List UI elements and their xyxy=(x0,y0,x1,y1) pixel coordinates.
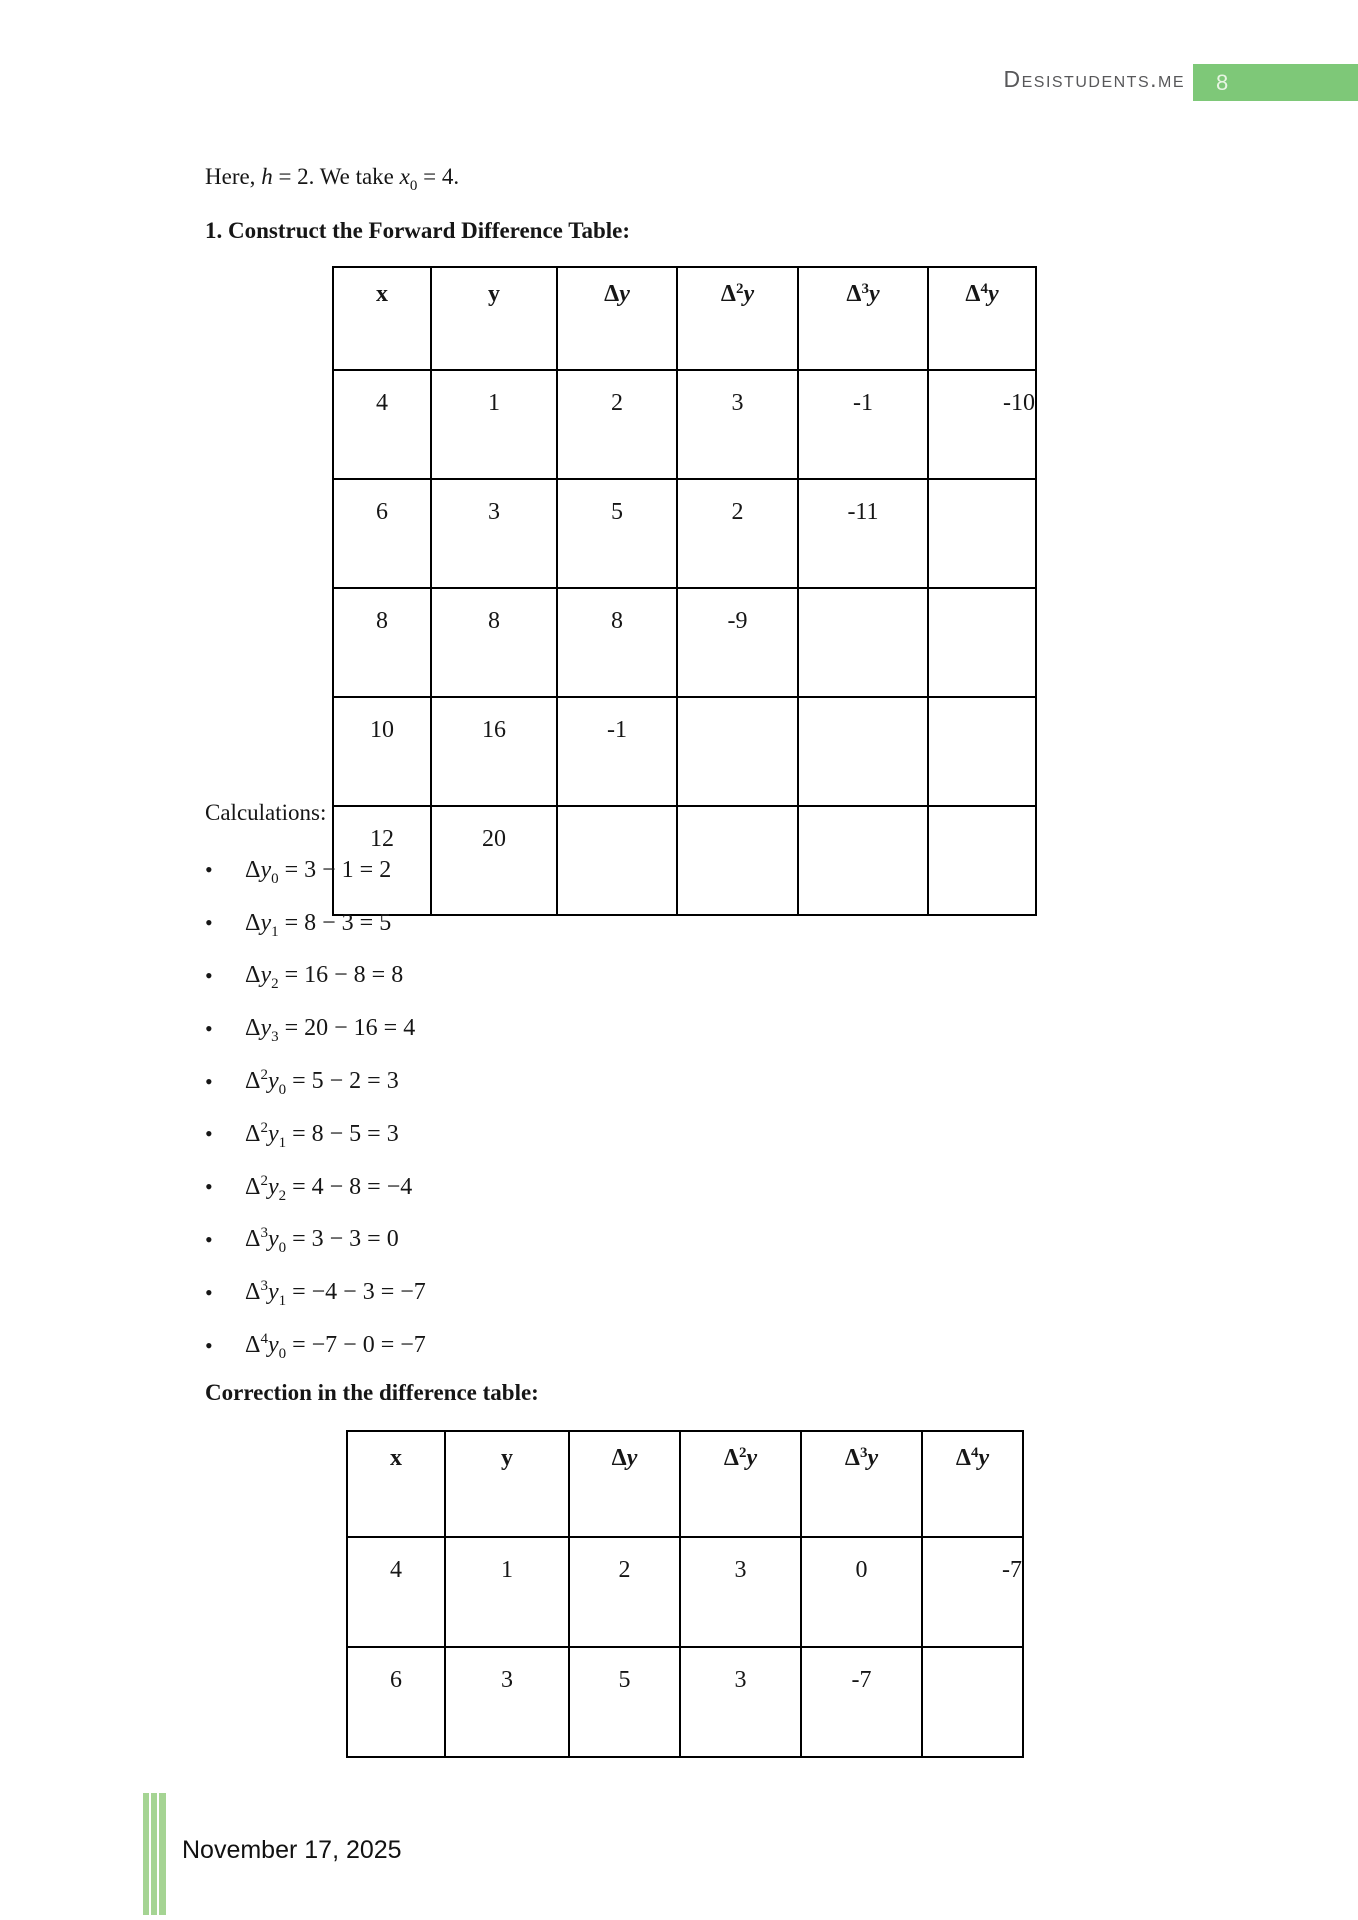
calculation-item xyxy=(205,844,825,897)
bullet-glyph: • xyxy=(205,1068,213,1094)
table-cell: 3 xyxy=(680,1647,801,1757)
table-cell: -7 xyxy=(801,1647,922,1757)
calculation-item xyxy=(205,1055,825,1108)
column-header: $\Delta^3y$ xyxy=(801,1431,922,1537)
page-number-badge xyxy=(1193,64,1358,101)
calculation-item xyxy=(205,1161,825,1214)
table-cell: 12 xyxy=(333,806,431,915)
bullet-glyph: • xyxy=(205,857,213,883)
table-header-row xyxy=(347,1431,1023,1537)
table-cell: -7 xyxy=(922,1537,1023,1647)
table-cell: 6 xyxy=(333,479,431,588)
column-header: $\Delta^4y$ xyxy=(922,1431,1023,1537)
table-cell xyxy=(798,697,928,806)
calculation-item xyxy=(205,950,825,1003)
accent-line xyxy=(159,1793,166,1915)
table-cell xyxy=(798,588,928,697)
accent-line xyxy=(143,1793,149,1915)
section1-title: 1. Construct the Forward Difference Table: xyxy=(205,218,631,243)
column-header: x xyxy=(333,267,431,370)
table-cell xyxy=(928,697,1036,806)
calculation-item xyxy=(205,897,825,950)
intro-text: = 4. xyxy=(417,164,460,189)
calculation-formula: $\Delta^2y_0 = 5 - 2 = 3$ xyxy=(245,1067,399,1099)
column-header: y xyxy=(445,1431,569,1537)
table-body xyxy=(347,1537,1023,1757)
table-cell: -1 xyxy=(798,370,928,479)
table-cell: 3 xyxy=(680,1537,801,1647)
calculation-item xyxy=(205,1266,825,1319)
calculation-item xyxy=(205,1002,825,1055)
table-cell: 10 xyxy=(333,697,431,806)
table-cell xyxy=(928,806,1036,915)
intro-text: Here, xyxy=(205,164,262,189)
footer-accent-lines xyxy=(143,1793,168,1915)
table-cell: 1 xyxy=(445,1537,569,1647)
table-cell: 16 xyxy=(431,697,557,806)
bullet-glyph: • xyxy=(205,1121,213,1147)
math-subscript: 0 xyxy=(409,178,418,194)
table-cell: 6 xyxy=(347,1647,445,1757)
calculation-formula: $\Delta y_3 = 20 - 16 = 4$ xyxy=(245,1015,416,1046)
table-cell xyxy=(922,1647,1023,1757)
bullet-glyph: • xyxy=(205,1174,213,1200)
column-header: $\Delta^2y$ xyxy=(677,267,798,370)
bullet-glyph: • xyxy=(205,1015,213,1041)
column-header: x xyxy=(347,1431,445,1537)
calculation-item xyxy=(205,1319,825,1372)
column-header: Δy xyxy=(569,1431,680,1537)
table-cell: 2 xyxy=(557,370,677,479)
calculation-formula: $\Delta^2y_1 = 8 - 5 = 3$ xyxy=(245,1119,399,1151)
table-row xyxy=(347,1537,1023,1647)
table-cell: 5 xyxy=(557,479,677,588)
intro-text: = 2. We take xyxy=(272,164,400,189)
page-number: 8 xyxy=(1216,70,1229,95)
site-name: Desistudents.me xyxy=(1003,66,1185,92)
column-header: $\Delta^2y$ xyxy=(680,1431,801,1537)
footer-date: November 17, 2025 xyxy=(182,1836,402,1864)
table-row xyxy=(347,1647,1023,1757)
calculation-formula: $\Delta^4y_0 = -7 - 0 = -7$ xyxy=(245,1331,426,1363)
calculation-formula: $\Delta y_1 = 8 - 3 = 5$ xyxy=(245,909,392,940)
table-cell xyxy=(677,697,798,806)
table-cell: 3 xyxy=(431,479,557,588)
table-cell: 4 xyxy=(347,1537,445,1647)
column-header: $\Delta^4y$ xyxy=(928,267,1036,370)
calculation-formula: $\Delta^2y_2 = 4 - 8 = -4$ xyxy=(245,1172,413,1204)
table-row xyxy=(347,1431,1023,1537)
table-row xyxy=(333,370,1036,479)
bullet-glyph: • xyxy=(205,1279,213,1305)
table-cell: 3 xyxy=(677,370,798,479)
column-header: $\Delta^3y$ xyxy=(798,267,928,370)
bullet-glyph: • xyxy=(205,1226,213,1252)
table-cell: 4 xyxy=(333,370,431,479)
table-cell: -1 xyxy=(557,697,677,806)
calculation-formula: $\Delta^3y_1 = -4 - 3 = -7$ xyxy=(245,1278,426,1310)
table-cell xyxy=(928,479,1036,588)
corrected-difference-table xyxy=(346,1430,1024,1758)
table-body xyxy=(333,370,1036,915)
table-cell: 0 xyxy=(801,1537,922,1647)
calculation-formula: $\Delta y_2 = 16 - 8 = 8$ xyxy=(245,962,404,993)
table-row xyxy=(333,479,1036,588)
table-cell: 3 xyxy=(445,1647,569,1757)
table-row xyxy=(333,697,1036,806)
table-cell xyxy=(928,588,1036,697)
calculations-label: Calculations: xyxy=(205,800,327,825)
bullet-glyph: • xyxy=(205,1332,213,1358)
calculation-item xyxy=(205,1214,825,1267)
column-header: y xyxy=(431,267,557,370)
table-cell: 20 xyxy=(431,806,557,915)
bullet-glyph: • xyxy=(205,910,213,936)
calculation-formula: $\Delta^3y_0 = 3 - 3 = 0$ xyxy=(245,1225,399,1257)
table-cell: 8 xyxy=(333,588,431,697)
table-cell: 5 xyxy=(569,1647,680,1757)
table-cell: 8 xyxy=(431,588,557,697)
accent-line xyxy=(151,1793,157,1915)
calculations-list xyxy=(205,844,825,1372)
intro-line xyxy=(205,164,460,194)
bullet-glyph: • xyxy=(205,962,213,988)
table-cell: 1 xyxy=(431,370,557,479)
table-cell: 2 xyxy=(569,1537,680,1647)
table-cell: -11 xyxy=(798,479,928,588)
table-cell: -9 xyxy=(677,588,798,697)
table-row xyxy=(333,588,1036,697)
calculation-formula: $\Delta y_0 = 3 - 1 = 2$ xyxy=(245,856,392,887)
math-variable: x xyxy=(399,164,410,189)
math-variable: h xyxy=(261,164,273,189)
table-cell: -10 xyxy=(928,370,1036,479)
calculation-item xyxy=(205,1108,825,1161)
table-cell: 8 xyxy=(557,588,677,697)
table-row xyxy=(333,267,1036,370)
table-header-row xyxy=(333,267,1036,370)
correction-title: Correction in the difference table: xyxy=(205,1380,539,1405)
forward-difference-table xyxy=(332,266,1037,916)
column-header: Δy xyxy=(557,267,677,370)
table-cell: 2 xyxy=(677,479,798,588)
